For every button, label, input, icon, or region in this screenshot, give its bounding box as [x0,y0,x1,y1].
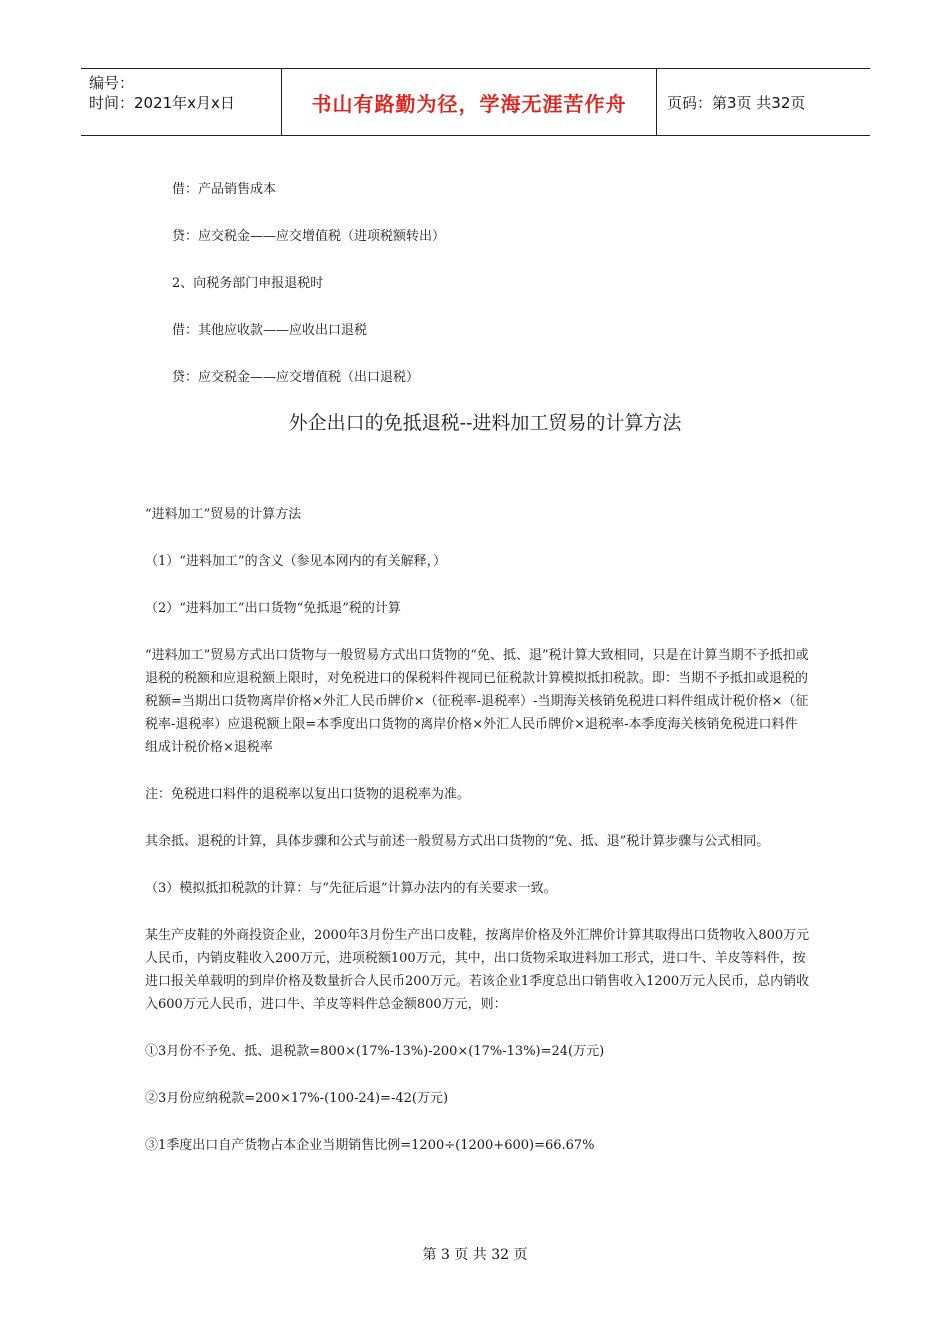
calculation-line: ③1季度出口自产货物占本企业当期销售比例=1200÷(1200+600)=66.67% [145,1138,595,1153]
journal-step-line: 2、向税务部门申报退税时 [172,276,324,291]
document-body [145,176,810,1157]
journal-entry-line: 借：产品销售成本 [172,182,277,197]
document-time-label: 时间：2021年x月x日 [89,94,235,112]
journal-entry-line: 贷：应交税金——应交增值税（出口退税） [172,370,420,385]
paragraph: （1）“进料加工”的含义（参见本网内的有关解释，） [145,554,447,569]
paragraph: 其余抵、退税的计算，具体步骤和公式与前述一般贸易方式出口货物的“免、抵、退”税计算步骤与公式相同。 [145,834,770,849]
header-meta [81,69,282,135]
paragraph: （2）“进料加工”出口货物“免抵退”税的计算 [145,601,401,616]
header-page-info: 页码：第3页 共32页 [667,93,806,112]
header-motto: 书山有路勤为径，学海无涯苦作舟 [282,69,657,135]
paragraph: “进料加工”贸易方式出口货物与一般贸易方式出口货物的“免、抵、退”税计算大致相同，只是在计算当期不予抵扣或退税的税额和应退税额上限时，对免税进口的保税料件视同已征税款计算模拟抵扣税款。即：当期不予抵扣或退税的税额=当期出口货物离岸价格×外汇人民币牌价×（征税率-退税率）-当期海关核销免税进口料件组成计税价格×（征税率-退税率）应退税额上限=本季度出口货物的离岸价格×外汇人民币牌价×退税率-本季度海关核销免税进口料件组成计税价格×退税率 [145,648,809,755]
document-number-label: 编号： [89,74,135,92]
calculation-line: ①3月份不予免、抵、退税款=800×(17%-13%)-200×(17%-13%)=24(万元) [145,1044,605,1059]
page-header [81,68,870,136]
journal-entry-line: 借：其他应收款——应收出口退税 [172,323,368,338]
paragraph: “进料加工”贸易的计算方法 [145,507,302,522]
paragraph: （3）模拟抵扣税款的计算：与“先征后退”计算办法内的有关要求一致。 [145,881,557,896]
page-footer: 第 3 页 共 32 页 [422,1247,528,1263]
calculation-line: ②3月份应纳税款=200×17%-(100-24)=-42(万元) [145,1091,449,1106]
paragraph: 注：免税进口料件的退税率以复出口货物的退税率为准。 [145,787,471,802]
paragraph: 某生产皮鞋的外商投资企业，2000年3月份生产出口皮鞋，按离岸价格及外汇牌价计算其取得出口货物收入800万元人民币，内销皮鞋收入200万元，进项税额100万元，其中，出口货物采取进料加工形式，进口牛、羊皮等料件，按进口报关单载明的到岸价格及数量折合人民币200万元。若该企业1季度总出口销售收入1200万元人民币，总内销收入600万元人民币，进口牛、羊皮等料件总金额800万元，则： [145,928,810,1012]
journal-entry-line: 贷：应交税金——应交增值税（进项税额转出） [172,229,446,244]
section-title: 外企出口的免抵退税--进料加工贸易的计算方法 [288,412,682,434]
